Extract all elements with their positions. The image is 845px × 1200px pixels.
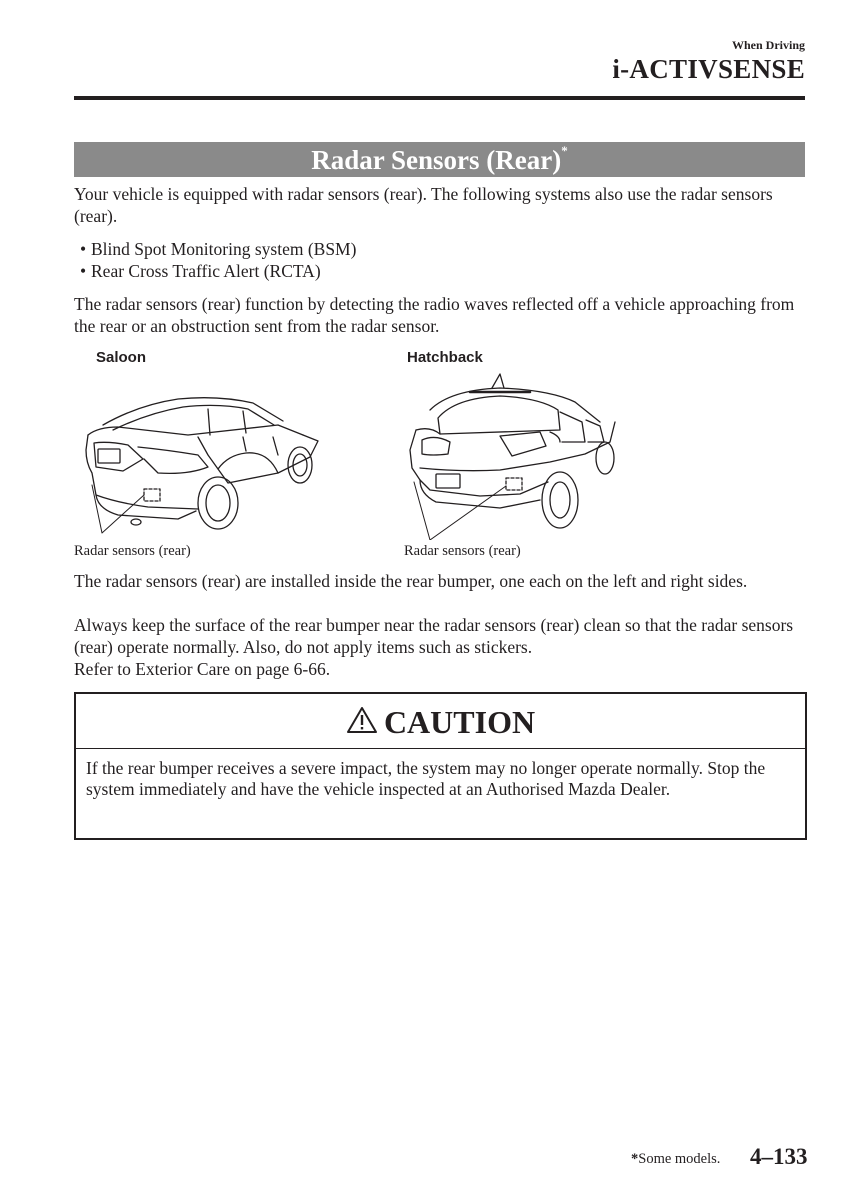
warning-triangle-icon — [346, 695, 378, 751]
intro-paragraph: Your vehicle is equipped with radar sensors (rear). The following systems also use the radar sensors (rear). — [74, 184, 773, 226]
list-item: • Rear Cross Traffic Alert (RCTA) — [80, 261, 321, 281]
header-divider — [74, 96, 805, 100]
caution-text: If the rear bumper receives a severe impact, the system may no longer operate normally. Stop the system immediately and have the vehicle inspected at an Authorised Mazda Dealer. — [86, 758, 766, 799]
caution-box — [74, 692, 807, 840]
hatchback-car-illustration — [400, 370, 620, 540]
figure-label-saloon: Saloon — [96, 349, 147, 366]
footnote — [631, 1151, 720, 1168]
section-title-bar — [74, 142, 805, 177]
bullet-icon: • — [80, 261, 87, 281]
install-paragraph: The radar sensors (rear) are installed inside the rear bumper, one each on the left and right sides. — [74, 571, 748, 591]
figure-caption-hatchback: Radar sensors (rear) — [404, 543, 521, 559]
saloon-car-illustration — [78, 385, 328, 545]
running-header-section: When Driving — [731, 38, 805, 52]
some-models-mark: * — [561, 143, 568, 158]
caution-header — [76, 694, 805, 749]
figure-caption-saloon: Radar sensors (rear) — [74, 543, 191, 559]
caution-title: CAUTION — [383, 704, 536, 740]
system-list — [80, 238, 356, 282]
footnote-text: Some models. — [638, 1151, 721, 1167]
function-paragraph: The radar sensors (rear) function by detecting the radio waves reflected off a vehicle approaching from the rear or an obstruction sent from the radar sensor. — [74, 294, 795, 336]
footnote-mark: * — [631, 1151, 639, 1167]
figure-label-hatchback: Hatchback — [407, 349, 483, 366]
section-title: Radar Sensors (Rear) — [311, 145, 562, 175]
page-number: 4–133 — [750, 1144, 808, 1169]
refer-paragraph: Refer to Exterior Care on page 6-66. — [74, 659, 331, 679]
running-header-chapter: i-ACTIVSENSE — [612, 54, 805, 84]
clean-paragraph: Always keep the surface of the rear bumper near the radar sensors (rear) clean so that the radar sensors (rear) operate normally. Also, do not apply items such as stickers. — [74, 615, 794, 657]
bullet-icon: • — [80, 239, 87, 259]
list-item: • Blind Spot Monitoring system (BSM) — [80, 239, 357, 259]
